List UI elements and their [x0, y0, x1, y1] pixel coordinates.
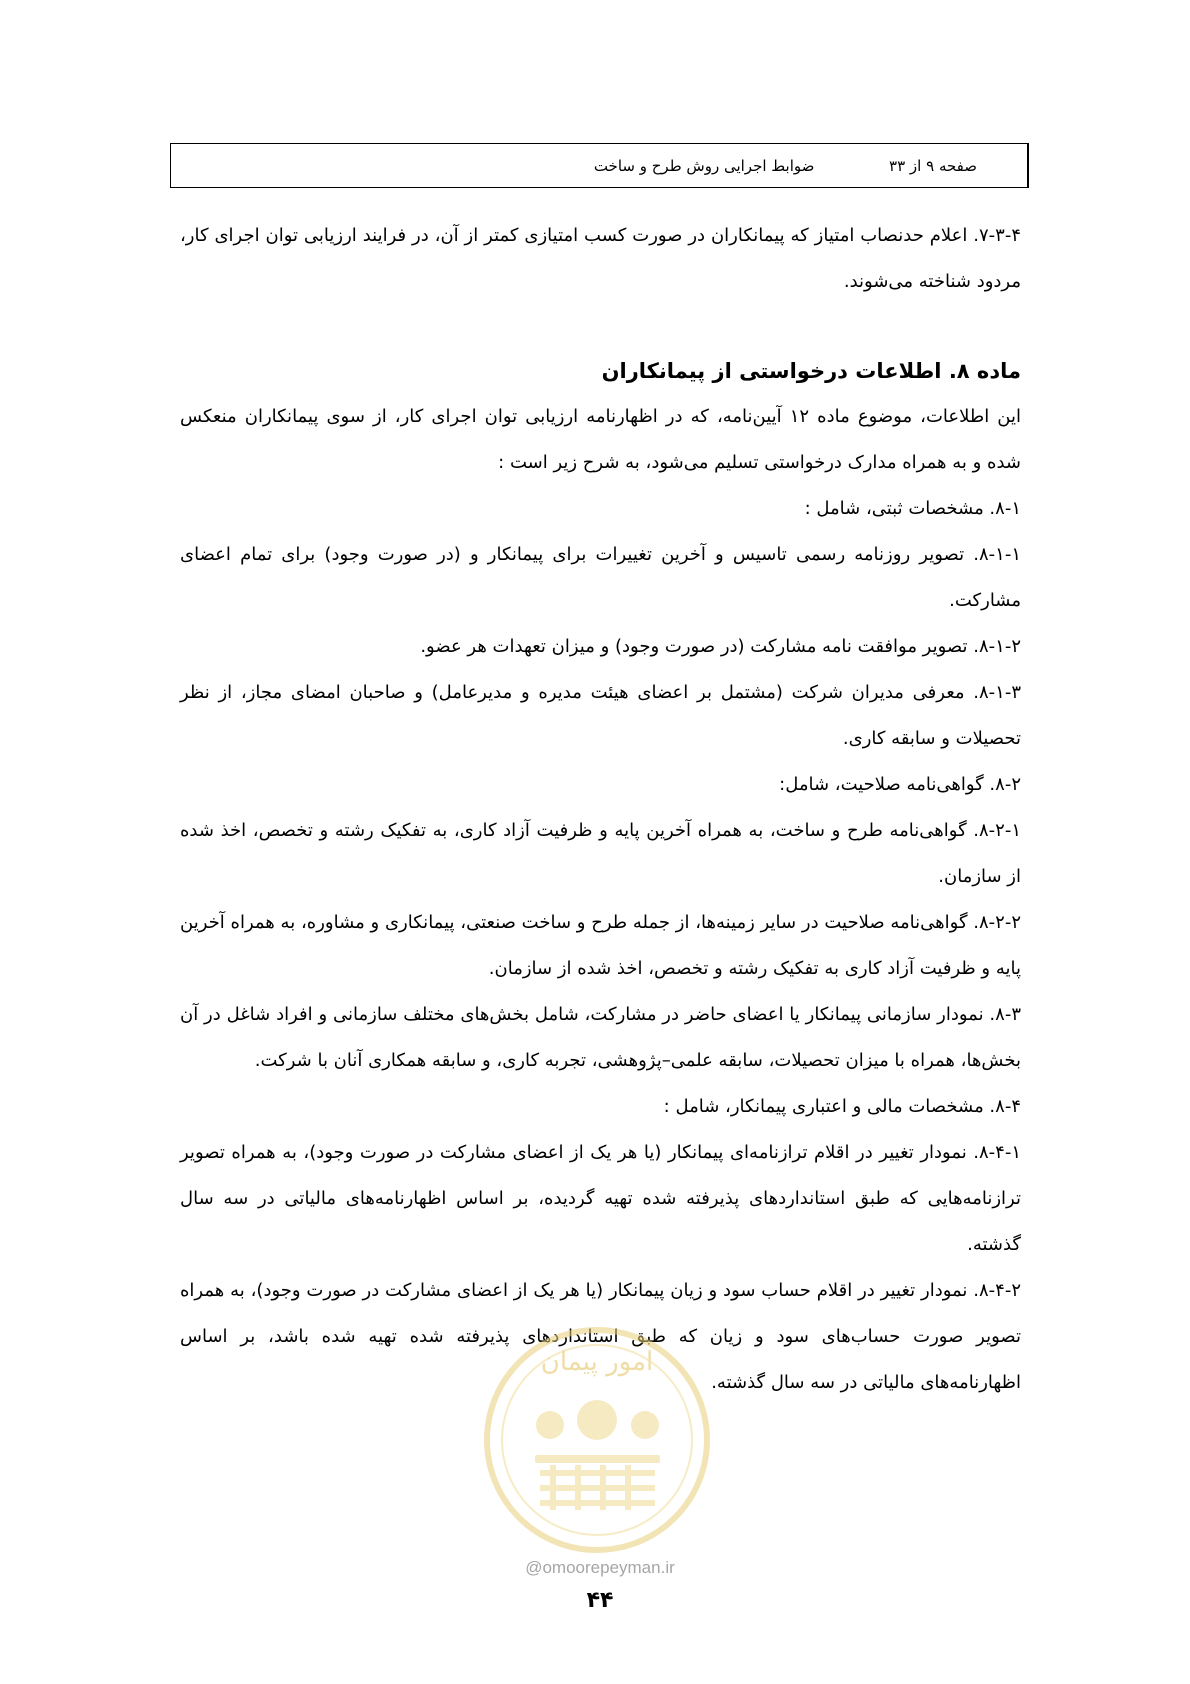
document-title: ضوابط اجرایی روش طرح و ساخت: [593, 156, 815, 175]
watermark-logo: [480, 1320, 715, 1560]
body-paragraph: ۸-۱-۲. تصویر موافقت نامه مشارکت (در صورت وجود) و میزان تعهدات هر عضو.: [420, 636, 1021, 657]
page-number: ۴۴: [586, 1588, 614, 1613]
body-paragraph: ۸-۴. مشخصات مالی و اعتباری پیمانکار، شامل :: [663, 1096, 1021, 1117]
body-paragraph: ۸-۱-۱. تصویر روزنامه رسمی تاسیس و آخرین تغییرات برای پیمانکار و (در صورت وجود) برای تمام اعضای مشارکت.: [180, 544, 1021, 611]
page-info: صفحه ۹ از ۳۳: [828, 144, 1028, 187]
document-body: [180, 213, 1021, 1406]
page-header-table: [170, 143, 1029, 188]
body-paragraph: ۸-۲-۱. گواهی‌نامه طرح و ساخت، به همراه آخرین پایه و ظرفیت آزاد کاری، به تفکیک رشته و تخصص، اخذ شده از سازمان.: [180, 820, 1021, 887]
body-paragraph: ۸-۲. گواهی‌نامه صلاحیت، شامل:: [779, 774, 1021, 795]
body-paragraph: ۸-۲-۲. گواهی‌نامه صلاحیت در سایر زمینه‌ها، از جمله طرح و ساخت صنعتی، پیمانکاری و مشاوره، به همراه آخرین پایه و ظرفیت آزاد کاری به تفکیک رشته و تخصص، اخذ شده از سازمان.: [180, 912, 1021, 979]
body-paragraph: ۸-۱. مشخصات ثبتی، شامل :: [804, 498, 1021, 519]
section-heading: ماده ۸. اطلاعات درخواستی از پیمانکاران: [601, 359, 1021, 383]
body-paragraph: ۸-۱-۳. معرفی مدیران شرکت (مشتمل بر اعضای هیئت مدیره و مدیرعامل) و صاحبان امضای مجاز، از نظر تحصیلات و سابقه کاری.: [180, 682, 1021, 749]
body-paragraph: این اطلاعات، موضوع ماده ۱۲ آیین‌نامه، که در اظهارنامه ارزیابی توان اجرای کار، از سوی پیمانکاران منعکس شده و به همراه مدارک درخواستی تسلیم می‌شود، به شرح زیر است :: [180, 406, 1022, 473]
watermark-logo-text: امور پیمان: [540, 1347, 654, 1377]
body-paragraph: ۸-۴-۱. نمودار تغییر در اقلام ترازنامه‌ای پیمانکار (یا هر یک از اعضای مشارکت در صورت وجود)، به همراه تصویر ترازنامه‌هایی که طبق استانداردهای پذیرفته شده تهیه گردیده، بر اساس اظهارنامه‌های مالیاتی در سه سال گذشته.: [180, 1142, 1021, 1255]
body-paragraph: ۸-۳. نمودار سازمانی پیمانکار یا اعضای حاضر در مشارکت، شامل بخش‌های مختلف سازمانی و افراد شاغل در آن بخش‌ها، همراه با میزان تحصیلات، سابقه علمی–پژوهشی، تجربه کاری، و سابقه همکاری آنان با شرکت.: [180, 1004, 1021, 1071]
body-paragraph: ۸-۴-۲. نمودار تغییر در اقلام حساب سود و زیان پیمانکار (یا هر یک از اعضای مشارکت در صورت وجود)، به همراه تصویر صورت حساب‌های سود و زیان که طبق استانداردهای پذیرفته شده تهیه شده باشد، بر اساس اظهارنامه‌های مالیاتی در سه سال گذشته.: [180, 1280, 1021, 1393]
watermark-url: @omoorepeyman.ir: [525, 1558, 675, 1577]
intro-paragraph: ۷-۳-۴. اعلام حدنصاب امتیاز که پیمانکاران در صورت کسب امتیازی کمتر از آن، در فرایند ارزیابی توان اجرای کار، مردود شناخته می‌شوند.: [180, 225, 1021, 292]
